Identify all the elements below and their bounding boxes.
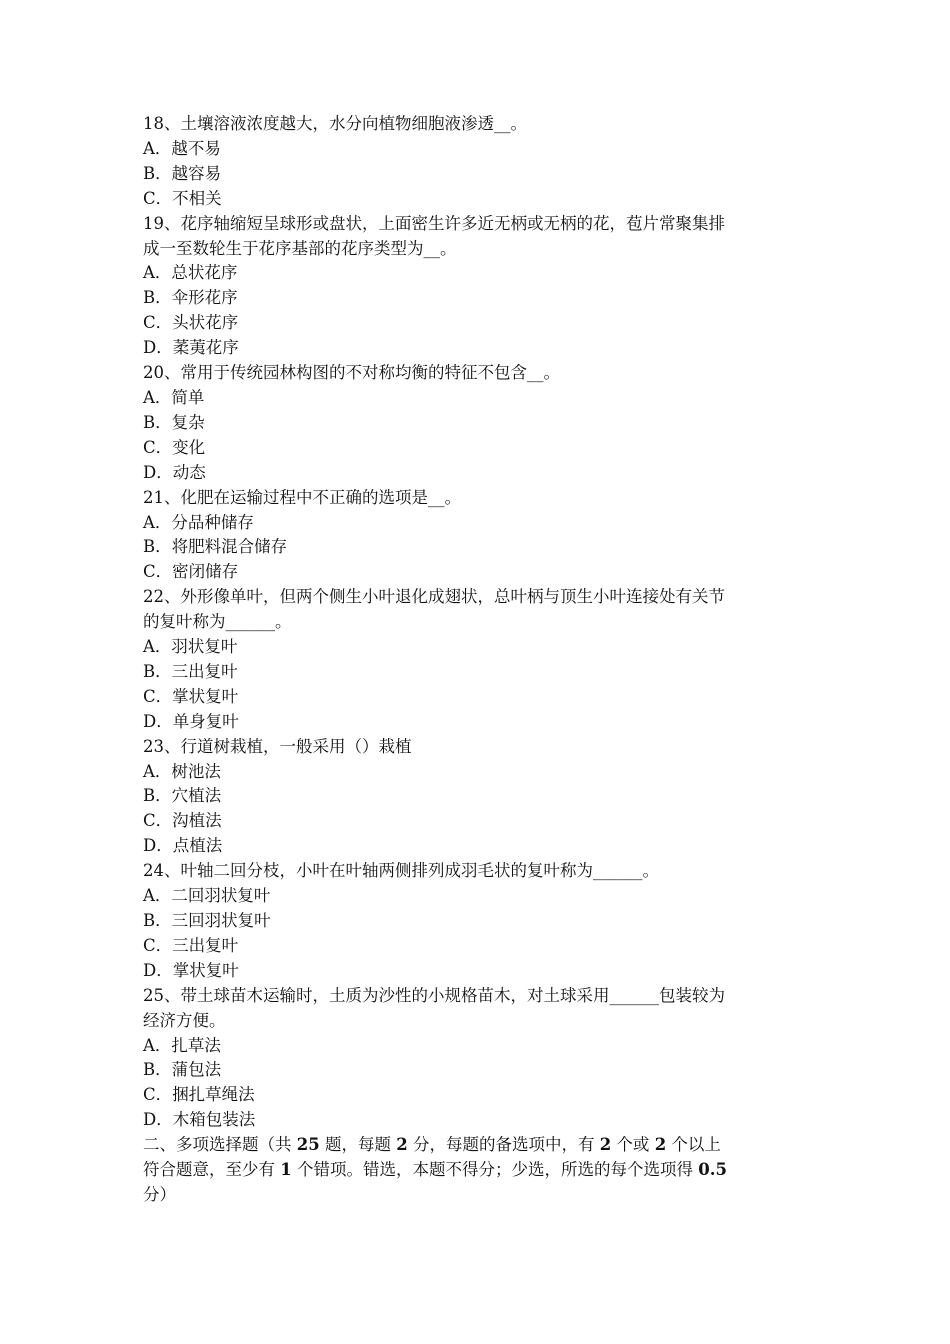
question-list	[143, 112, 808, 1133]
answer-option: D．木箱包装法	[143, 1110, 256, 1130]
answer-option: B．蒲包法	[143, 1060, 222, 1080]
answer-option: C．沟植法	[143, 811, 222, 831]
answer-option: C．三出复叶	[143, 935, 239, 955]
question-stem-line: 20、常用于传统园林构图的不对称均衡的特征不包含__。	[143, 363, 560, 383]
total-questions-count: 25	[296, 1135, 320, 1155]
answer-option: A．羽状复叶	[143, 637, 238, 657]
answer-option: A．二回羽状复叶	[143, 886, 271, 906]
answer-option: D．单身复叶	[143, 711, 239, 731]
question-stem-line: 成一至数轮生于花序基部的花序类型为__。	[143, 238, 457, 258]
answer-option: C．密闭储存	[143, 562, 239, 582]
question-block	[143, 212, 808, 361]
answer-option: A．简单	[143, 387, 205, 407]
answer-option: C．头状花序	[143, 313, 239, 333]
answer-option: D．葇荑花序	[143, 338, 239, 358]
answer-option: C．掌状复叶	[143, 686, 239, 706]
answer-option: C．变化	[143, 437, 206, 457]
answer-option: D．动态	[143, 462, 206, 482]
question-stem-line: 21、化肥在运输过程中不正确的选项是__。	[143, 487, 461, 507]
question-block	[143, 585, 808, 734]
answer-option: B．伞形花序	[143, 288, 238, 308]
answer-option: B．穴植法	[143, 786, 222, 806]
answer-option: D．点植法	[143, 836, 223, 856]
answer-option: B．越容易	[143, 163, 222, 183]
section-heading-line-2: 符合题意，至少有 1 个错项。错选，本题不得分；少选，所选的每个选项得 0.5	[143, 1160, 727, 1180]
answer-option: A．越不易	[143, 138, 221, 158]
answer-option: D．掌状复叶	[143, 960, 239, 980]
answer-option: C．捆扎草绳法	[143, 1085, 255, 1105]
section-heading-multiple-choice	[143, 1133, 808, 1208]
section-heading-line-3: 分）	[143, 1184, 176, 1204]
partial-score: 0.5	[698, 1160, 727, 1180]
answer-option: B．复杂	[143, 412, 205, 432]
question-stem-line: 25、带土球苗木运输时，土质为沙性的小规格苗木，对土球采用______包装较为	[143, 985, 725, 1005]
answer-option: B．三回羽状复叶	[143, 911, 271, 930]
question-stem-line: 的复叶称为______。	[143, 612, 292, 632]
question-block	[143, 486, 808, 586]
answer-option: A．树池法	[143, 761, 221, 781]
question-block	[143, 984, 808, 1133]
question-stem-line: 24、叶轴二回分枝，小叶在叶轴两侧排列成羽毛状的复叶称为______。	[143, 861, 659, 881]
question-block	[143, 361, 808, 486]
answer-option: B．三出复叶	[143, 661, 238, 681]
answer-option: A．分品种储存	[143, 512, 254, 532]
question-block	[143, 112, 808, 212]
question-stem-line: 23、行道树栽植，一般采用（）栽植	[143, 736, 412, 756]
section-heading-line-1: 二、多项选择题（共 25 题，每题 2 分，每题的备选项中，有 2 个或 2 个以上	[143, 1135, 721, 1155]
question-block	[143, 735, 808, 860]
answer-option: A．总状花序	[143, 263, 238, 283]
score-per-question: 2	[396, 1135, 408, 1155]
answer-option: B．将肥料混合储存	[143, 537, 288, 557]
question-block	[143, 859, 808, 984]
question-stem-line: 19、花序轴缩短呈球形或盘状，上面密生许多近无柄或无柄的花，苞片常聚集排	[143, 213, 725, 233]
question-stem-line: 22、外形像单叶，但两个侧生小叶退化成翅状，总叶柄与顶生小叶连接处有关节	[143, 587, 725, 607]
answer-option: C．不相关	[143, 188, 222, 208]
question-stem-line: 18、土壤溶液浓度越大，水分向植物细胞液渗透__。	[143, 114, 527, 133]
answer-option: A．扎草法	[143, 1035, 221, 1055]
question-stem-line: 经济方便。	[143, 1010, 226, 1030]
exam-page	[143, 112, 808, 1208]
